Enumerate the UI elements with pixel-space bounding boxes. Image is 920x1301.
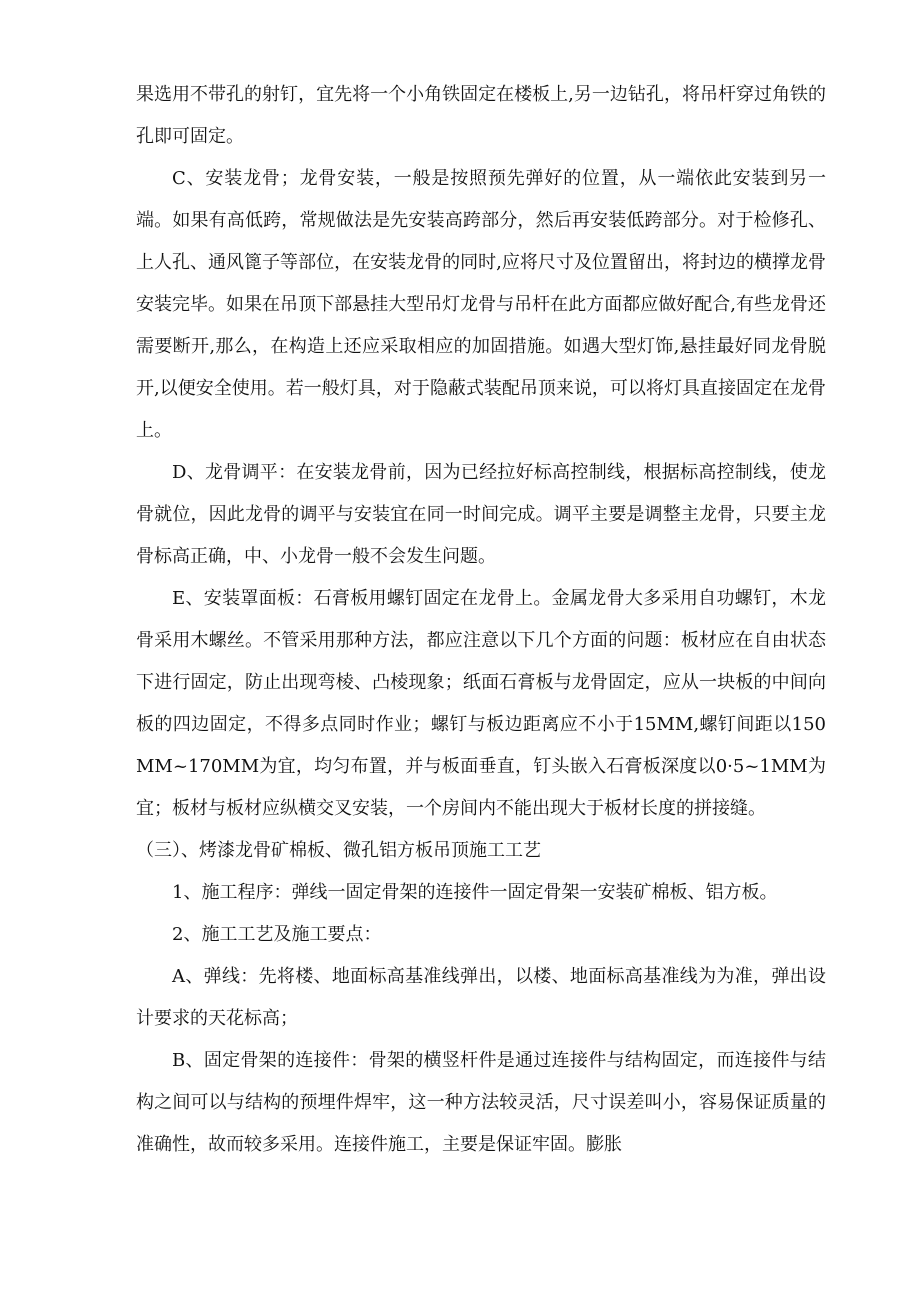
paragraph-keel-leveling: D、龙骨调平：在安装龙骨前，因为已经拉好标高控制线，根据标高控制线，使龙骨就位，因此龙骨的调平与安装宜在同一时间完成。调平主要是调整主龙骨，只要主龙骨标高正确，中、小龙骨一般不会发生问题。 <box>136 462 826 567</box>
paragraph-procedure: 1、施工程序：弹线一固定骨架的连接件一固定骨架一安装矿棉板、铝方板。 <box>172 882 778 903</box>
paragraph-process-points: 2、施工工艺及施工要点： <box>172 924 382 945</box>
paragraph-fix-connector: B、固定骨架的连接件：骨架的横竖杆件是通过连接件与结构固定，而连接件与结构之间可以与结构的预埋件焊牢，这一种方法较灵活，尺寸误差叫小，容易保证质量的准确性，故而较多采用。连接件施工，主要是保证牢固。膨胀 <box>136 1050 826 1155</box>
paragraph-continuation: 果选用不带孔的射钉，宜先将一个小角铁固定在楼板上,另一边钻孔，将吊杆穿过角铁的孔即可固定。 <box>136 84 826 147</box>
paragraph-snap-line: A、弹线：先将楼、地面标高基准线弹出，以楼、地面标高基准线为为准，弹出设计要求的天花标高； <box>136 966 826 1029</box>
section-heading: （三）、烤漆龙骨矿棉板、微孔铝方板吊顶施工工艺 <box>136 840 541 861</box>
paragraph-install-keel: C、安装龙骨；龙骨安装，一般是按照预先弹好的位置，从一端依此安装到另一端。如果有高低跨，常规做法是先安装高跨部分，然后再安装低跨部分。对于检修孔、上人孔、通风篦子等部位，在安装龙骨的同时,应将尺寸及位置留出，将封边的横撑龙骨安装完毕。如果在吊顶下部悬挂大型吊灯龙骨与吊杆在此方面都应做好配合,有些龙骨还需要断开,那么，在构造上还应采取相应的加固措施。如遇大型灯饰,悬挂最好同龙骨脱开,以便安全使用。若一般灯具，对于隐蔽式装配吊顶来说，可以将灯具直接固定在龙骨上。 <box>136 168 826 441</box>
document-body <box>136 74 826 1166</box>
paragraph-install-panel: E、安装罩面板：石膏板用螺钉固定在龙骨上。金属龙骨大多采用自功螺钉，木龙骨采用木螺丝。不管采用那种方法，都应注意以下几个方面的问题：板材应在自由状态下进行固定，防止出现弯棱、凸棱现象；纸面石膏板与龙骨固定，应从一块板的中间向板的四边固定，不得多点同时作业；螺钉与板边距离应不小于15MM,螺钉间距以150MM~170MM为宜，均匀布置，并与板面垂直，钉头嵌入石膏板深度以0·5~1MM为宜；板材与板材应纵横交叉安装，一个房间内不能出现大于板材长度的拼接缝。 <box>136 588 826 819</box>
